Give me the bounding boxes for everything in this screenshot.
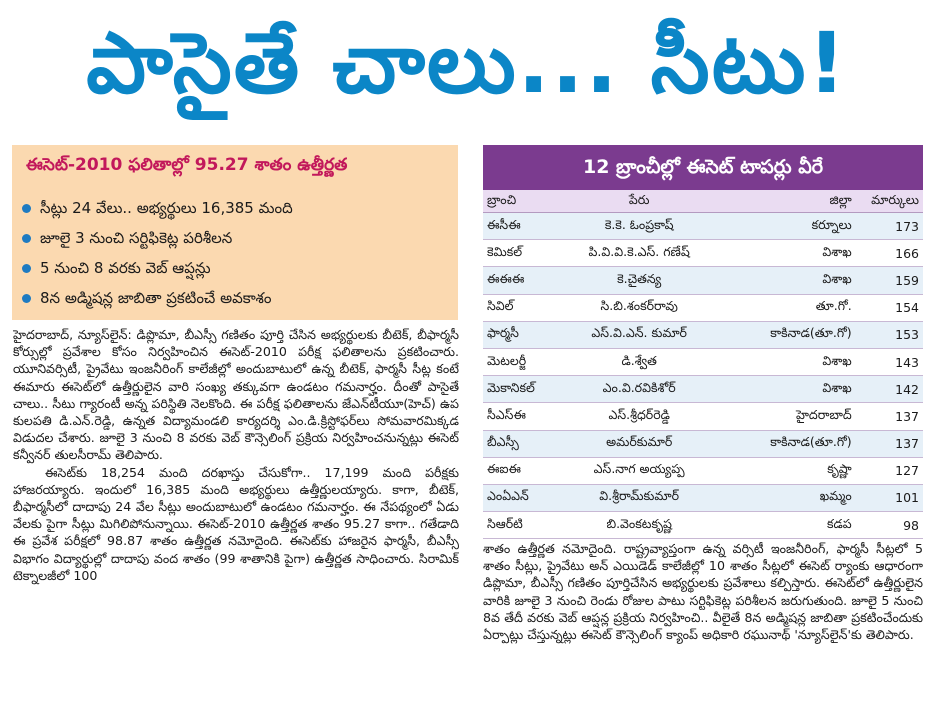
cell-marks: 143 xyxy=(856,348,923,375)
cell-marks: 159 xyxy=(856,267,923,294)
table-header-row xyxy=(483,190,923,213)
highlight-point xyxy=(22,253,452,283)
cell-name: ఎస్.శ్రీధర్‌రెడ్డి xyxy=(567,403,711,430)
cell-district: కాకినాడ(తూ.గో) xyxy=(711,430,856,457)
table-row xyxy=(483,376,923,403)
table-row xyxy=(483,430,923,457)
cell-branch: సిఆర్‌టి xyxy=(483,512,567,539)
article-body-right xyxy=(483,540,923,702)
table-row xyxy=(483,267,923,294)
cell-marks: 173 xyxy=(856,213,923,240)
cell-district: విశాఖ xyxy=(711,267,856,294)
cell-branch: సీఎస్ఈ xyxy=(483,403,567,430)
paragraph: శాతం ఉత్తీర్ణత నమోదైంది. రాష్ట్రవ్యాప్తంగా ఉన్న వర్సిటీ ఇంజనీరింగ్, ఫార్మసీ సీట్లలో 5 శాతం సీట్లు, ప్రైవేటు అన్ ఎయిడెడ్ కాలేజీల్లో 10 శాతం సీట్లలో ఈసెట్ ర్యాంకు ఆధారంగా డిప్లొమా, బీఎస్సీ గణితం పూర్తిచేసిన అభ్యర్థులకు ప్రవేశాలు కల్పిస్తారు. ఈసెట్‌లో ఉత్తీర్ణులైన వారికి జూలై 3 నుంచి రెండు రోజుల పాటు సర్టిఫికెట్ల పరిశీలన జరుగుతుంది. జూలై 5 నుంచి 8వ తేదీ వరకు వెబ్ ఆప్షన్ల ప్రక్రియ నిర్వహించి.. వీలైతే 8న అడ్మిషన్ల జాబితా ప్రకటించేందుకు ఏర్పాట్లు చేస్తున్నట్లు ఈసెట్ కౌన్సెలింగ్ క్యాంప్ అధికారి రఘునాథ్ 'న్యూస్‌లైన్'కు తెలిపారు. xyxy=(483,541,923,643)
cell-district: విశాఖ xyxy=(711,348,856,375)
table-row xyxy=(483,321,923,348)
cell-branch: కెమికల్ xyxy=(483,240,567,267)
bullet-icon xyxy=(22,234,31,243)
cell-name: డి.శ్వేత xyxy=(567,348,711,375)
cell-district: ఖమ్మం xyxy=(711,484,856,511)
cell-branch: ఈఐఈ xyxy=(483,457,567,484)
cell-marks: 166 xyxy=(856,240,923,267)
cell-marks: 153 xyxy=(856,321,923,348)
table-row xyxy=(483,512,923,539)
table-row xyxy=(483,240,923,267)
cell-district: కృష్ణా xyxy=(711,457,856,484)
cell-name: పి.వి.వి.కె.ఎస్. గణేష్ xyxy=(567,240,711,267)
cell-name: వి.శ్రీరామ్‌కుమార్ xyxy=(567,484,711,511)
cell-name: ఎస్.వి.ఎన్. కుమార్ xyxy=(567,321,711,348)
highlight-point-text: 5 నుంచి 8 వరకు వెబ్ ఆప్షన్లు xyxy=(40,259,211,277)
bullet-icon xyxy=(22,294,31,303)
highlight-list xyxy=(22,193,452,313)
cell-district: కడప xyxy=(711,512,856,539)
cell-branch: మెకానికల్ xyxy=(483,376,567,403)
article-body-left xyxy=(13,326,459,702)
toppers-table xyxy=(483,190,923,539)
column-header-marks: మార్కులు xyxy=(856,190,923,213)
highlight-point-text: సీట్లు 24 వేలు.. అభ్యర్థులు 16,385 మంది xyxy=(40,199,293,217)
toppers-title: 12 బ్రాంచీల్లో ఈసెట్ టాపర్లు వీరే xyxy=(483,145,923,190)
cell-district: విశాఖ xyxy=(711,376,856,403)
cell-district: విశాఖ xyxy=(711,240,856,267)
bullet-icon xyxy=(22,204,31,213)
headline: పాసైతే చాలు... సీటు! xyxy=(86,14,848,112)
table-row xyxy=(483,294,923,321)
table-body xyxy=(483,213,923,539)
paragraph: ఈసెట్‌కు 18,254 మంది దరఖాస్తు చేసుకోగా.. 17,199 మంది పరీక్షకు హాజరయ్యారు. ఇందులో 16,385 మంది అభ్యర్థులు ఉత్తీర్ణులయ్యారు. కాగా, బీటెక్, బీఫార్మసీలో దాదాపు 24 వేల సీట్లు అందుబాటులో ఉండటం గమనార్హం. ఈ నేపథ్యంలో ఏడు వేలకు పైగా సీట్లు మిగిలిపోనున్నాయి. ఈసెట్-2010 ఉత్తీర్ణత శాతం 95.27 కాగా.. గతేడాది ఈ ప్రవేశ పరీక్షలో 98.87 శాతం ఉత్తీర్ణత నమోదైంది. ఈసెట్‌కు హాజరైన ఫార్మసీ, బీఎస్సీ విభాగం విద్యార్థుల్లో దాదాపు వంద శాతం (99 శాతానికి పైగా) ఉత్తీర్ణత సాధించారు. సిరామిక్ టెక్నాలజీలో 100 xyxy=(13,464,459,583)
cell-district: తూ.గో. xyxy=(711,294,856,321)
cell-branch: ఫార్మసీ xyxy=(483,321,567,348)
cell-name: కె.చైతన్య xyxy=(567,267,711,294)
highlight-point-text: జూలై 3 నుంచి సర్టిఫికెట్ల పరిశీలన xyxy=(40,229,233,247)
cell-name: అమర్‌కుమార్ xyxy=(567,430,711,457)
cell-marks: 101 xyxy=(856,484,923,511)
cell-branch: బీఎస్సీ xyxy=(483,430,567,457)
table-row xyxy=(483,348,923,375)
table-row xyxy=(483,484,923,511)
cell-branch: ఎంఏఎన్ xyxy=(483,484,567,511)
table-row xyxy=(483,457,923,484)
cell-marks: 127 xyxy=(856,457,923,484)
highlight-box xyxy=(12,145,458,320)
column-header-branch: బ్రాంచి xyxy=(483,190,567,213)
cell-marks: 137 xyxy=(856,403,923,430)
table-row xyxy=(483,403,923,430)
highlight-title: ఈసెట్-2010 ఫలితాల్లో 95.27 శాతం ఉత్తీర్ణత xyxy=(26,155,348,175)
cell-branch: ఈఈఈ xyxy=(483,267,567,294)
cell-name: బి.వెంకటకృష్ణ xyxy=(567,512,711,539)
bullet-icon xyxy=(22,264,31,273)
cell-name: ఎస్.నాగ అయ్యప్ప xyxy=(567,457,711,484)
highlight-point xyxy=(22,223,452,253)
highlight-point-text: 8న అడ్మిషన్ల జాబితా ప్రకటించే అవకాశం xyxy=(40,289,272,307)
cell-branch: సివిల్ xyxy=(483,294,567,321)
cell-name: కె.కె. ఓంప్రకాష్ xyxy=(567,213,711,240)
column-header-name: పేరు xyxy=(567,190,711,213)
cell-name: ఎం.వి.రవికిశోర్ xyxy=(567,376,711,403)
highlight-point xyxy=(22,283,452,313)
cell-marks: 137 xyxy=(856,430,923,457)
cell-district: హైదరాబాద్ xyxy=(711,403,856,430)
cell-marks: 154 xyxy=(856,294,923,321)
cell-branch: ఈసీఈ xyxy=(483,213,567,240)
cell-district: కర్నూలు xyxy=(711,213,856,240)
paragraph: హైదరాబాద్, న్యూస్‌లైన్: డిప్లొమా, బీఎస్సీ గణితం పూర్తి చేసిన అభ్యర్థులకు బీటెక్, బీఫార్మసీ కోర్సుల్లో ప్రవేశాల కోసం నిర్వహించిన ఈసెట్-2010 పరీక్ష ఫలితాలను ప్రకటించారు. యూనివర్సిటీ, ప్రైవేటు ఇంజనీరింగ్ కాలేజీల్లో అందుబాటులో ఉన్న బీటెక్, ఫార్మసీ సీట్ల కంటే ఈమారు ఈసెట్‌లో ఉత్తీర్ణులైన వారి సంఖ్య తక్కువగా ఉండటం గమనార్హం. దీంతో పాసైతే చాలు.. సీటు గ్యారంటీ అన్న పరిస్థితి నెలకొంది. ఈ పరీక్ష ఫలితాలను జేఎన్‌టీయూ(హెచ్) ఉప కులపతి డి.ఎన్.రెడ్డి, ఉన్నత విద్యామండలి కార్యదర్శి ఎం.డి.క్రిస్టోఫర్‌లు సోమవారమిక్కడ విడుదల చేశారు. జూలై 3 నుంచి 8 వరకు వెబ్ కౌన్సెలింగ్ ప్రక్రియ నిర్వహించనున్నట్లు ఈసెట్ కన్వీనర్ తులసీరామ్ తెలిపారు. xyxy=(13,327,459,463)
cell-branch: మెటలర్జీ xyxy=(483,348,567,375)
table-row xyxy=(483,213,923,240)
cell-marks: 98 xyxy=(856,512,923,539)
cell-name: సి.బి.శంకర్‌రావు xyxy=(567,294,711,321)
column-header-district: జిల్లా xyxy=(711,190,856,213)
cell-marks: 142 xyxy=(856,376,923,403)
highlight-point xyxy=(22,193,452,223)
cell-district: కాకినాడ(తూ.గో) xyxy=(711,321,856,348)
